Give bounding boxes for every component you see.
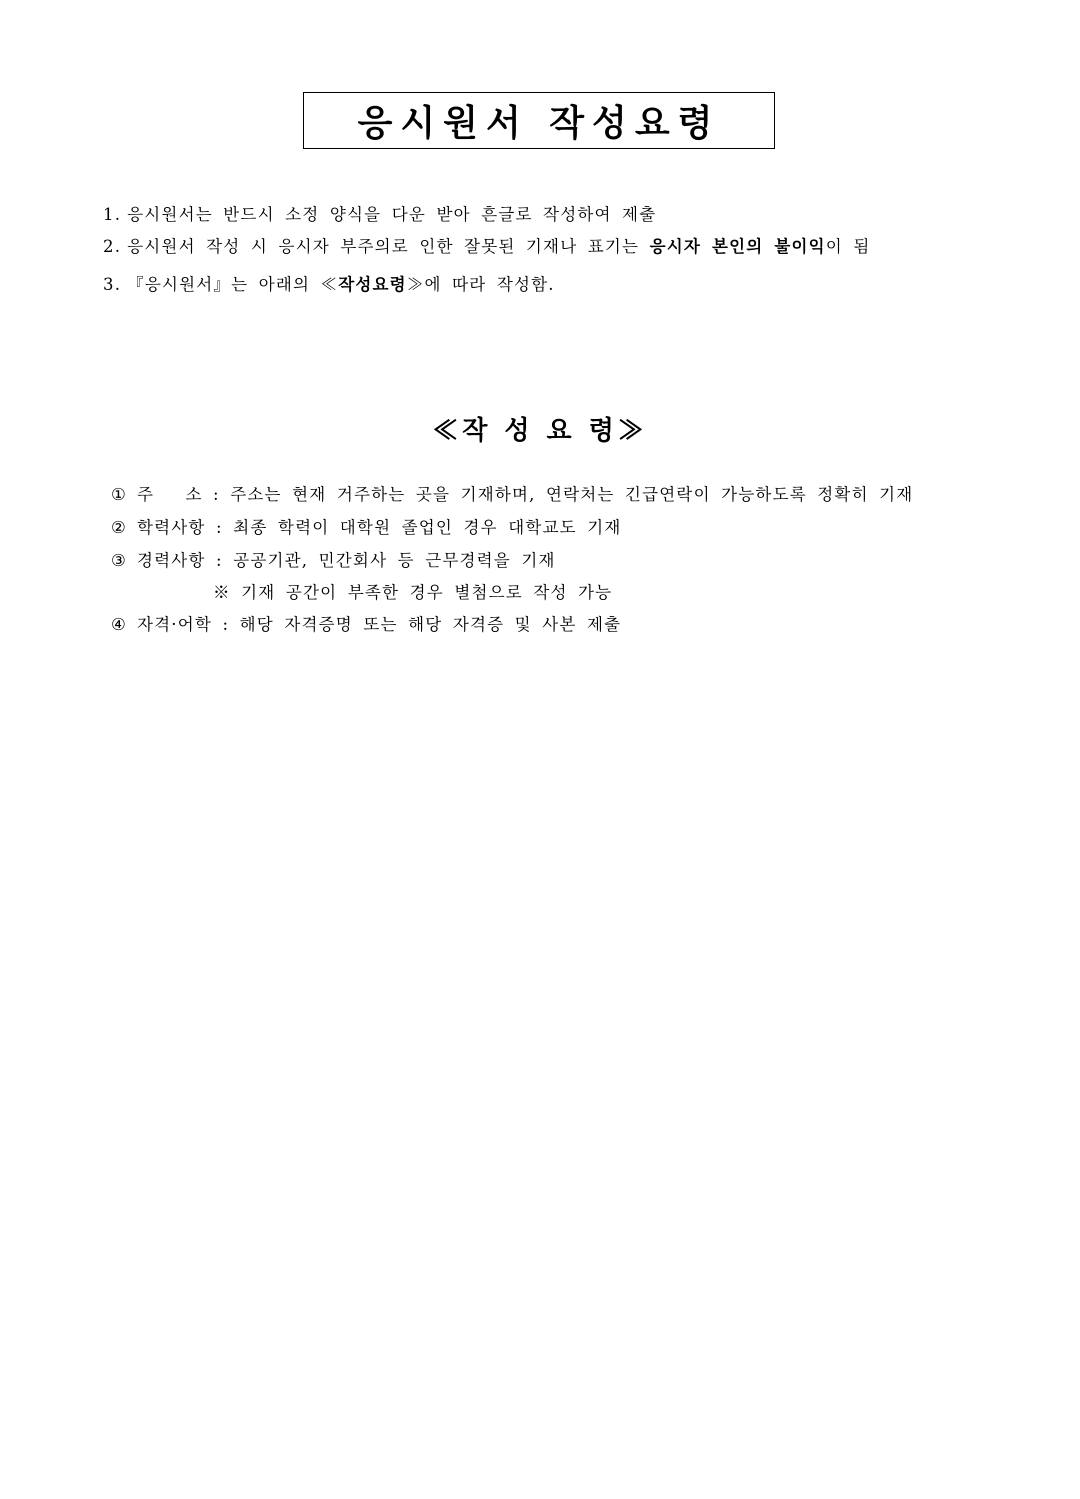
guide-text: 학력사항 : 최종 학력이 대학원 졸업인 경우 대학교도 기재 — [137, 518, 622, 537]
instruction-item-2 — [103, 233, 871, 257]
instruction-emphasis: 작성요령 — [338, 275, 407, 294]
guide-marker: ③ — [111, 551, 127, 570]
instruction-text: 응시원서는 반드시 소정 양식을 다운 받아 흔글로 작성하여 제출 — [127, 205, 657, 224]
instruction-text: 응시원서 작성 시 응시자 부주의로 인한 잘못된 기재나 표기는 — [127, 237, 650, 256]
guide-item-address — [111, 481, 913, 505]
guide-note: ※ 기재 공간이 부족한 경우 별첨으로 작성 가능 — [213, 583, 613, 602]
instruction-text-tail: ≫에 따라 작성함. — [406, 275, 555, 294]
guide-text: 자격·어학 : 해당 자격증명 또는 해당 자격증 및 사본 제출 — [137, 615, 622, 634]
instruction-number: 1. — [103, 205, 122, 224]
instruction-item-3 — [103, 271, 555, 295]
guide-marker: ④ — [111, 615, 127, 634]
guide-item-career — [111, 547, 556, 571]
guide-item-certification — [111, 611, 621, 635]
document-title: 응시원서 작성요령 — [357, 102, 721, 144]
document-title-box — [303, 92, 775, 149]
guide-text: 주 소 : 주소는 현재 거주하는 곳을 기재하며, 연락처는 긴급연락이 가능하도록 정확히 기재 — [137, 485, 914, 504]
instruction-text: 『응시원서』는 아래의 ≪ — [127, 275, 339, 294]
guide-item-education — [111, 514, 622, 538]
instruction-item-1 — [103, 201, 656, 225]
guide-marker: ① — [111, 485, 127, 504]
guide-text: 경력사항 : 공공기관, 민간회사 등 근무경력을 기재 — [137, 551, 556, 570]
guide-marker: ② — [111, 518, 127, 537]
section-title: ≪작 성 요 령≫ — [432, 416, 648, 446]
instruction-number: 3. — [103, 275, 122, 294]
instruction-number: 2. — [103, 237, 122, 256]
instruction-text-tail: 이 됨 — [825, 237, 871, 256]
instruction-emphasis: 응시자 본인의 불이익 — [649, 237, 826, 256]
